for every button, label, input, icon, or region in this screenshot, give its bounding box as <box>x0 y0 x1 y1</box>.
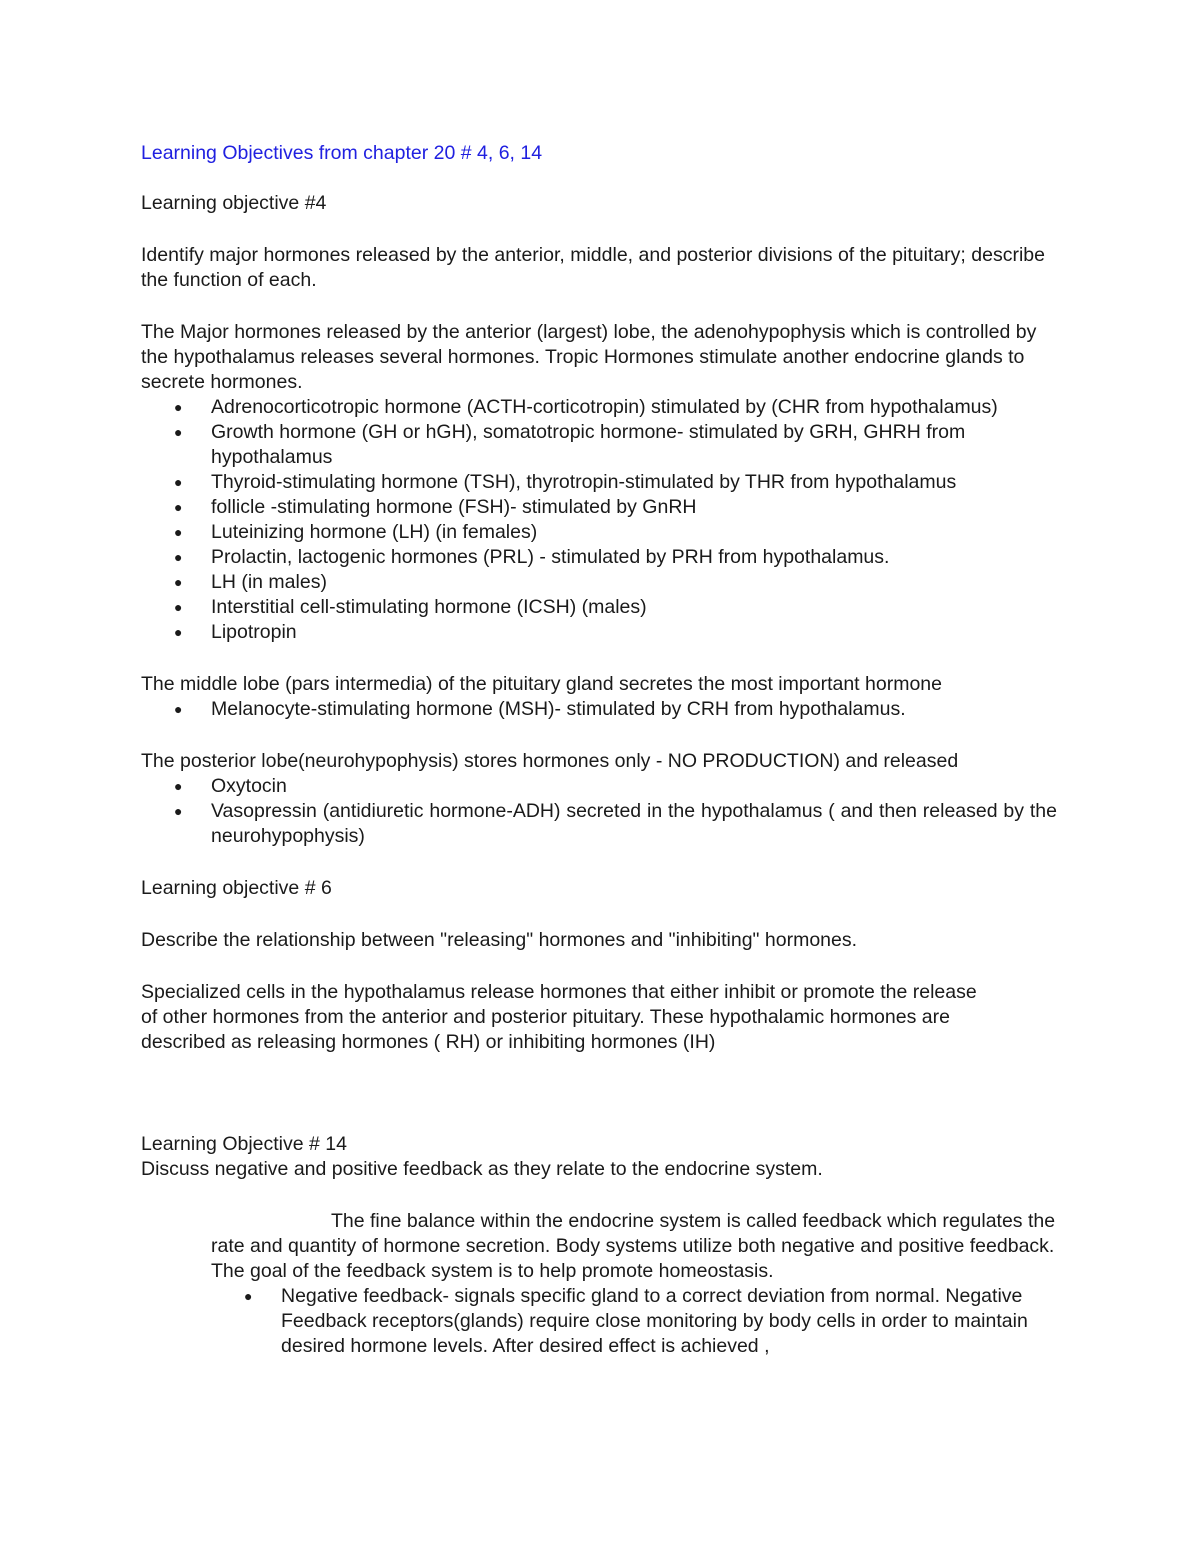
list-item <box>141 545 1057 570</box>
list-item <box>141 620 1057 645</box>
list-item-text: Melanocyte-stimulating hormone (MSH)- stimulated by CRH from hypothalamus. <box>211 698 906 720</box>
bullet-icon: ● <box>174 574 183 590</box>
list-item <box>141 799 1057 849</box>
list-item-text: LH (in males) <box>211 571 327 593</box>
bullet-icon: ● <box>174 701 183 717</box>
lo14-answer: The fine balance within the endocrine system is called feedback which regulates the rate and quantity of hormone secretion. Body systems utilize both negative and positive feedback. The goal of the feedback system is to help promote homeostasis. <box>211 1210 1056 1282</box>
list-item <box>141 520 1057 545</box>
bullet-icon: ● <box>174 424 183 440</box>
list-item-text: Adrenocorticotropic hormone (ACTH-corticotropin) stimulated by (CHR from hypothalamus) <box>211 396 998 418</box>
bullet-icon: ● <box>174 399 183 415</box>
list-item-text: Interstitial cell-stimulating hormone (ICSH) (males) <box>211 596 647 618</box>
list-item-text: Thyroid-stimulating hormone (TSH), thyrotropin-stimulated by THR from hypothalamus <box>211 471 957 493</box>
middle-intro: The middle lobe (pars intermedia) of the pituitary gland secretes the most important hormone <box>141 673 942 695</box>
list-item <box>141 470 1057 495</box>
bullet-icon: ● <box>174 803 183 819</box>
bullet-icon: ● <box>174 599 183 615</box>
posterior-intro: The posterior lobe(neurohypophysis) stores hormones only - NO PRODUCTION) and released <box>141 750 959 772</box>
bullet-icon: ● <box>174 624 183 640</box>
lo14-prompt: Discuss negative and positive feedback as they relate to the endocrine system. <box>141 1158 823 1180</box>
list-item-text: Oxytocin <box>211 775 287 797</box>
document-body <box>141 141 1057 1359</box>
list-item-text: Luteinizing hormone (LH) (in females) <box>211 521 538 543</box>
bullet-icon: ● <box>244 1288 253 1304</box>
list-item <box>141 697 1057 722</box>
list-item <box>141 495 1057 520</box>
list-item-text: Lipotropin <box>211 621 297 643</box>
lo14-heading: Learning Objective # 14 <box>141 1133 347 1155</box>
bullet-icon: ● <box>174 524 183 540</box>
feedback-list <box>211 1284 1057 1359</box>
section-spacer <box>141 1055 1057 1132</box>
list-item-text: Vasopressin (antidiuretic hormone-ADH) secreted in the hypothalamus ( and then released by the neurohypophysis) <box>211 800 1057 847</box>
list-item-text: follicle -stimulating hormone (FSH)- stimulated by GnRH <box>211 496 697 518</box>
lo6-heading: Learning objective # 6 <box>141 877 332 899</box>
list-item <box>141 774 1057 799</box>
bullet-icon: ● <box>174 778 183 794</box>
list-item <box>211 1284 1057 1359</box>
posterior-hormone-list <box>141 774 1057 849</box>
bullet-icon: ● <box>174 549 183 565</box>
list-item <box>141 595 1057 620</box>
list-item <box>141 420 1057 470</box>
list-item-text: Negative feedback- signals specific gland to a correct deviation from normal. Negative Feedback receptors(glands) require close monitoring by body cells in order to maintain desired hormone levels. After desired effect is achieved , <box>281 1285 1028 1357</box>
lo6-answer: Specialized cells in the hypothalamus release hormones that either inhibit or promote the release of other hormones from the anterior and posterior pituitary. These hypothalamic hormones are described as releasing hormones ( RH) or inhibiting hormones (IH) <box>141 981 977 1053</box>
list-item-text: Prolactin, lactogenic hormones (PRL) - stimulated by PRH from hypothalamus. <box>211 546 890 568</box>
bullet-icon: ● <box>174 474 183 490</box>
list-item <box>141 570 1057 595</box>
lo4-prompt: Identify major hormones released by the anterior, middle, and posterior divisions of the pituitary; describe the function of each. <box>141 244 1045 291</box>
bullet-icon: ● <box>174 499 183 515</box>
anterior-intro: The Major hormones released by the anterior (largest) lobe, the adenohypophysis which is controlled by the hypothalamus releases several hormones. Tropic Hormones stimulate another endocrine glands to secrete hormones. <box>141 321 1037 393</box>
anterior-hormone-list <box>141 395 1057 645</box>
middle-hormone-list <box>141 697 1057 722</box>
list-item <box>141 395 1057 420</box>
lo6-prompt: Describe the relationship between "releasing" hormones and "inhibiting" hormones. <box>141 929 858 951</box>
lo4-heading: Learning objective #4 <box>141 192 327 214</box>
document-title: Learning Objectives from chapter 20 # 4, 6, 14 <box>141 142 543 164</box>
list-item-text: Growth hormone (GH or hGH), somatotropic hormone- stimulated by GRH, GHRH from hypothalamus <box>211 421 966 468</box>
